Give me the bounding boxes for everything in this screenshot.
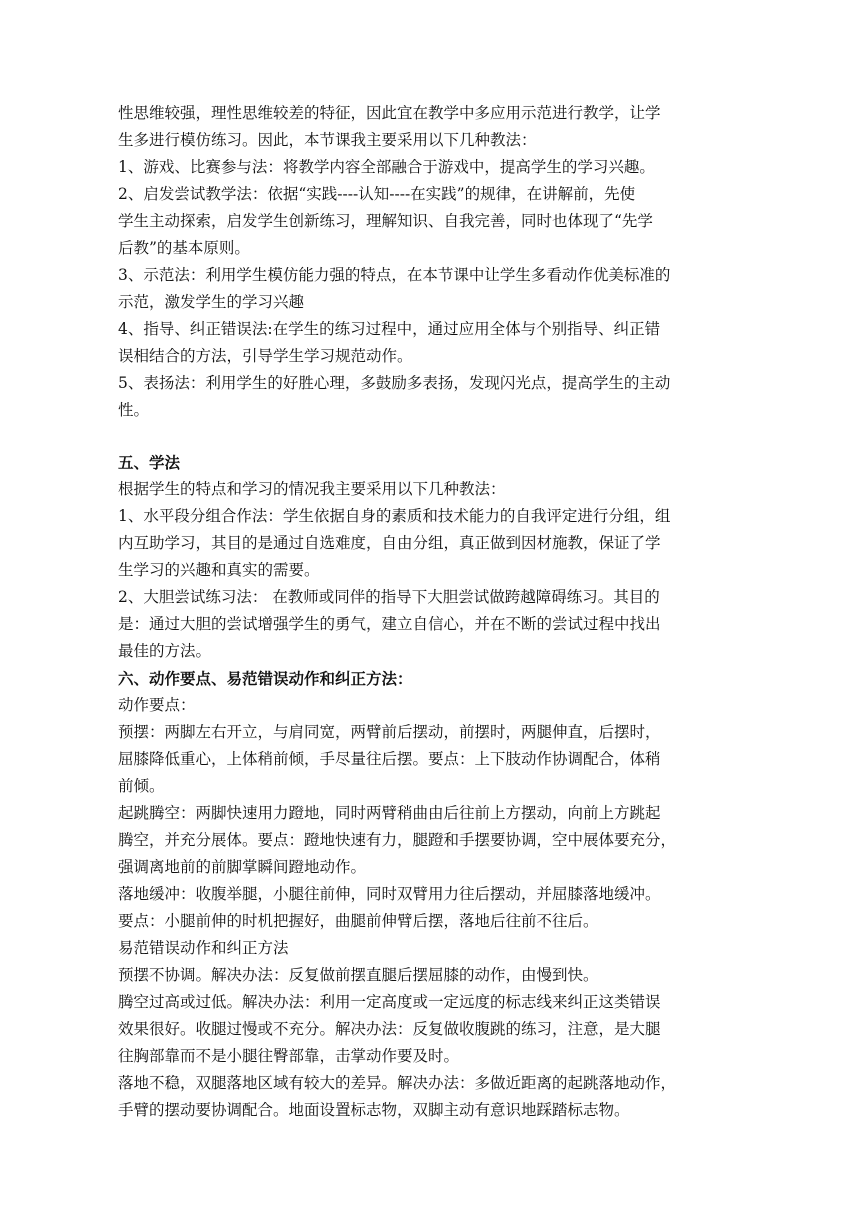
list-item	[118, 584, 744, 665]
text-line: 3、示范法：利用学生模仿能力强的特点，在本节课中让学生多看动作优美标准的	[118, 266, 671, 284]
text-line: 4、指导、纠正错误法:在学生的练习过程中，通过应用全体与个别指导、纠正错	[118, 320, 661, 338]
text-line: 性思维较强，理性思维较差的特征，因此宜在教学中多应用示范进行教学，让学	[118, 104, 661, 122]
list-item	[118, 181, 744, 262]
text-line: 预摆：两脚左右开立，与肩同宽，两臂前后摆动，前摆时，两腿伸直，后摆时，	[118, 723, 661, 741]
text-line: 后教”的基本原则。	[118, 239, 250, 257]
list-item	[118, 503, 744, 584]
text-line: 前倾。	[118, 777, 165, 795]
text-line: 生多进行模仿练习。因此，本节课我主要采用以下几种教法：	[118, 131, 537, 149]
text-line: 手臂的摆动要协调配合。地面设置标志物，双脚主动有意识地踩踏标志物。	[118, 1101, 630, 1119]
text-line: 内互助学习，其目的是通过自选难度，自由分组，真正做到因材施教，保证了学	[118, 534, 661, 552]
text-line: 1、水平段分组合作法：学生依据自身的素质和技术能力的自我评定进行分组，组	[118, 507, 671, 525]
text-line: 最佳的方法。	[118, 642, 212, 660]
text-line: 起跳腾空：两脚快速用力蹬地，同时两臂稍曲由后往前上方摆动，向前上方跳起	[118, 804, 661, 822]
text-line: 效果很好。收腿过慢或不充分。解决办法：反复做收腹跳的练习，注意，是大腿	[118, 1020, 661, 1038]
text-line: 预摆不协调。解决办法：反复做前摆直腿后摆屈膝的动作，由慢到快。	[118, 966, 599, 984]
text-line: 是：通过大胆的尝试增强学生的勇气，建立自信心，并在不断的尝试过程中找出	[118, 615, 661, 633]
list-item	[118, 316, 744, 370]
list-item	[118, 154, 744, 181]
text-line: 5、表扬法：利用学生的好胜心理，多鼓励多表扬，发现闪光点，提高学生的主动	[118, 374, 671, 392]
text-line: 误相结合的方法，引导学生学习规范动作。	[118, 347, 413, 365]
section6-body	[118, 692, 744, 1124]
text-line: 强调离地前的前脚掌瞬间蹬地动作。	[118, 858, 367, 876]
learning-methods-list	[118, 503, 744, 665]
text-line: 2、启发尝试教学法：依据“实践----认知----在实践”的规律，在讲解前，先使	[118, 185, 636, 203]
text-line: 2、大胆尝试练习法： 在教师或同伴的指导下大胆尝试做跨越障碍练习。其目的	[118, 588, 660, 606]
text-line: 落地缓冲：收腹举腿，小腿往前伸，同时双臂用力往后摆动，并屈膝落地缓冲。	[118, 885, 661, 903]
text-line: 学生主动探索，启发学生创新练习，理解知识、自我完善，同时也体现了“先学	[118, 212, 653, 230]
text-line: 动作要点：	[118, 696, 196, 714]
text-line: 易范错误动作和纠正方法	[118, 939, 289, 957]
text-line: 屈膝降低重心，上体稍前倾，手尽量往后摆。要点：上下肢动作协调配合，体稍	[118, 750, 661, 768]
text-line: 腾空过高或过低。解决办法：利用一定高度或一定远度的标志线来纠正这类错误	[118, 993, 661, 1011]
paragraph-gap	[118, 424, 744, 449]
list-item	[118, 370, 744, 424]
section-heading: 五、学法	[118, 453, 181, 472]
section-heading: 六、动作要点、易范错误动作和纠正方法：	[118, 669, 413, 688]
document-page	[118, 100, 744, 1124]
text-line: 往胸部靠而不是小腿往臀部靠，击掌动作要及时。	[118, 1047, 460, 1065]
intro-paragraph	[118, 100, 744, 154]
section-intro: 根据学生的特点和学习的情况我主要采用以下几种教法：	[118, 480, 506, 498]
text-line: 落地不稳，双腿落地区域有较大的差异。解决办法：多做近距离的起跳落地动作，	[118, 1074, 677, 1092]
text-line: 1、游戏、比赛参与法：将教学内容全部融合于游戏中，提高学生的学习兴趣。	[118, 158, 655, 176]
text-line: 生学习的兴趣和真实的需要。	[118, 561, 320, 579]
text-line: 要点：小腿前伸的时机把握好，曲腿前伸臂后摆，落地后往前不往后。	[118, 912, 599, 930]
text-line: 腾空，并充分展体。要点：蹬地快速有力，腿蹬和手摆要协调，空中展体要充分，	[118, 831, 677, 849]
text-line: 示范，激发学生的学习兴趣	[118, 293, 305, 311]
teaching-methods-list	[118, 154, 744, 424]
text-line: 性。	[118, 401, 150, 419]
list-item	[118, 262, 744, 316]
